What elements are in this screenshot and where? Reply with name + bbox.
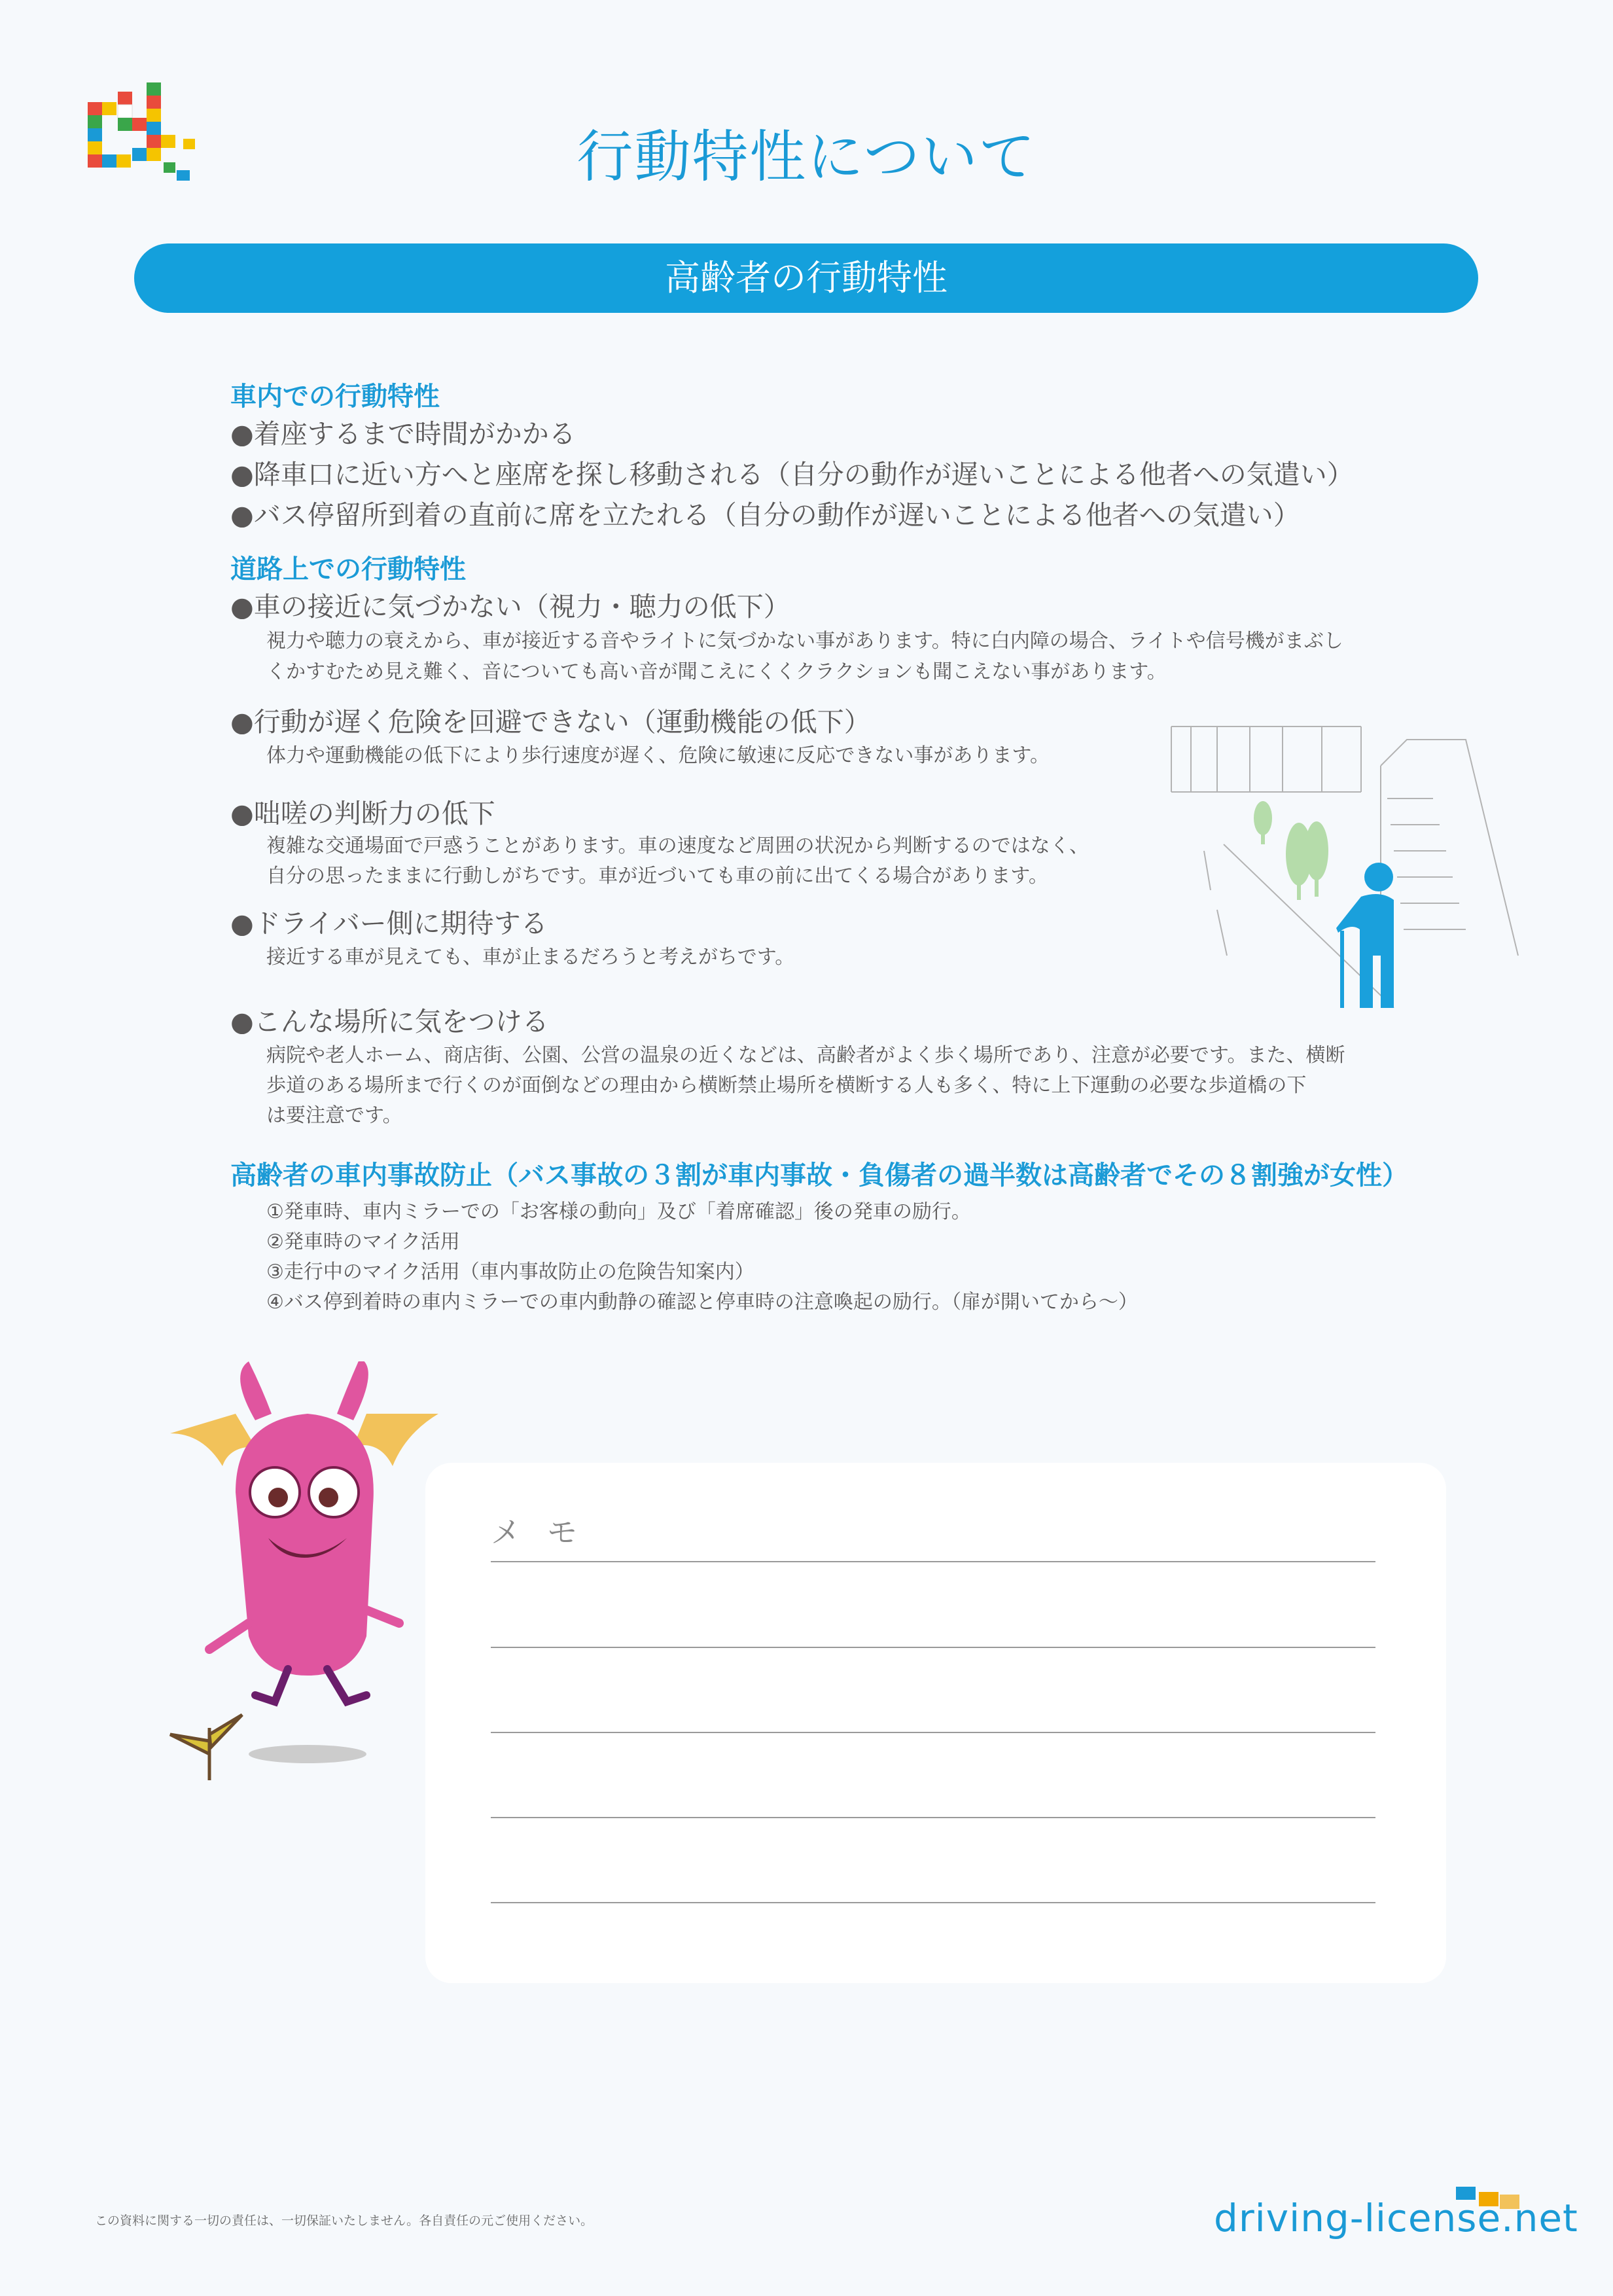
on-road-section-text: 複雑な交通場面で戸惑うことがあります。車の速度など周囲の状況から判断するのではなく、 (266, 834, 1089, 857)
on-road-section-title: ●ドライバー側に期待する (230, 908, 548, 939)
prevention-item: ③走行中のマイク活用（車内事故防止の危険告知案内） (266, 1261, 754, 1283)
on-road-section-title: ●車の接近に気づかない（視力・聴力の低下） (230, 591, 790, 622)
in-vehicle-bullet: ●バス停留所到着の直前に席を立たれる（自分の動作が遅いことによる他者への気遣い） (230, 499, 1300, 531)
prevention-item: ①発車時、車内ミラーでの「お客様の動向」及び「着席確認」後の発車の励行。 (266, 1200, 971, 1223)
memo-line (491, 1902, 1375, 1903)
on-road-section-title: ●行動が遅く危険を回避できない（運動機能の低下） (230, 706, 871, 738)
on-road-section-text: 体力や運動機能の低下により歩行速度が遅く、危険に敏速に反応できない事があります。 (266, 744, 1050, 767)
memo-line (491, 1732, 1375, 1733)
memo-line (491, 1647, 1375, 1648)
page-title: 行動特性について (576, 124, 1037, 190)
footer-disclaimer: この資料に関する一切の責任は、一切保証いたしません。各自責任の元ご使用ください。 (95, 2214, 594, 2228)
on-road-section-text: は要注意です。 (266, 1104, 402, 1127)
pink-monster-mascot-icon (157, 1361, 458, 1780)
on-road-section-title: ●咄嗟の判断力の低下 (230, 798, 495, 829)
prevention-heading: 高齢者の車内事故防止（バス事故の３割が車内事故・負傷者の過半数は高齢者でその８割強が女性） (230, 1160, 1408, 1191)
prevention-item: ④バス停到着時の車内ミラーでの車内動静の確認と停車時の注意喚起の励行。（扉が開いてから〜） (266, 1291, 1138, 1314)
on-road-section-text: 自分の思ったままに行動しがちです。車が近づいても車の前に出てくる場合があります。 (266, 865, 1048, 888)
on-road-section-text: 視力や聴力の衰えから、車が接近する音やライトに気づかない事があります。特に白内障の場合、ライトや信号機がまぶし (266, 630, 1343, 653)
on-road-section-text: くかすむため見え難く、音についても高い音が聞こえにくくクラクションも聞こえない事があります。 (266, 660, 1167, 683)
on-road-section-text: 歩道のある場所まで行くのが面倒などの理由から横断禁止場所を横断する人も多く、特に上下運動の必要な歩道橋の下 (266, 1074, 1307, 1097)
on-road-section-text: 接近する車が見えても、車が止まるだろうと考えがちです。 (266, 946, 795, 969)
on-road-section-text: 病院や老人ホーム、商店街、公園、公営の温泉の近くなどは、高齢者がよく歩く場所であり、注意が必要です。また、横断 (266, 1044, 1345, 1067)
memo-line (491, 1561, 1375, 1562)
elderly-pedestrian-scene-icon (1165, 720, 1531, 1008)
memo-label: メモ (491, 1515, 603, 1550)
on-road-heading: 道路上での行動特性 (230, 554, 466, 584)
on-road-section-title: ●こんな場所に気をつける (230, 1006, 549, 1037)
section-banner: 高齢者の行動特性 (134, 243, 1478, 313)
prevention-item: ②発車時のマイク活用 (266, 1230, 460, 1253)
in-vehicle-bullet: ●着座するまで時間がかかる (230, 418, 576, 450)
in-vehicle-bullet: ●降車口に近い方へと座席を探し移動される（自分の動作が遅いことによる他者への気遣い） (230, 459, 1354, 490)
brand-name: driving-license.net (1214, 2196, 1578, 2240)
memo-line (491, 1817, 1375, 1818)
in-vehicle-heading: 車内での行動特性 (230, 382, 440, 412)
